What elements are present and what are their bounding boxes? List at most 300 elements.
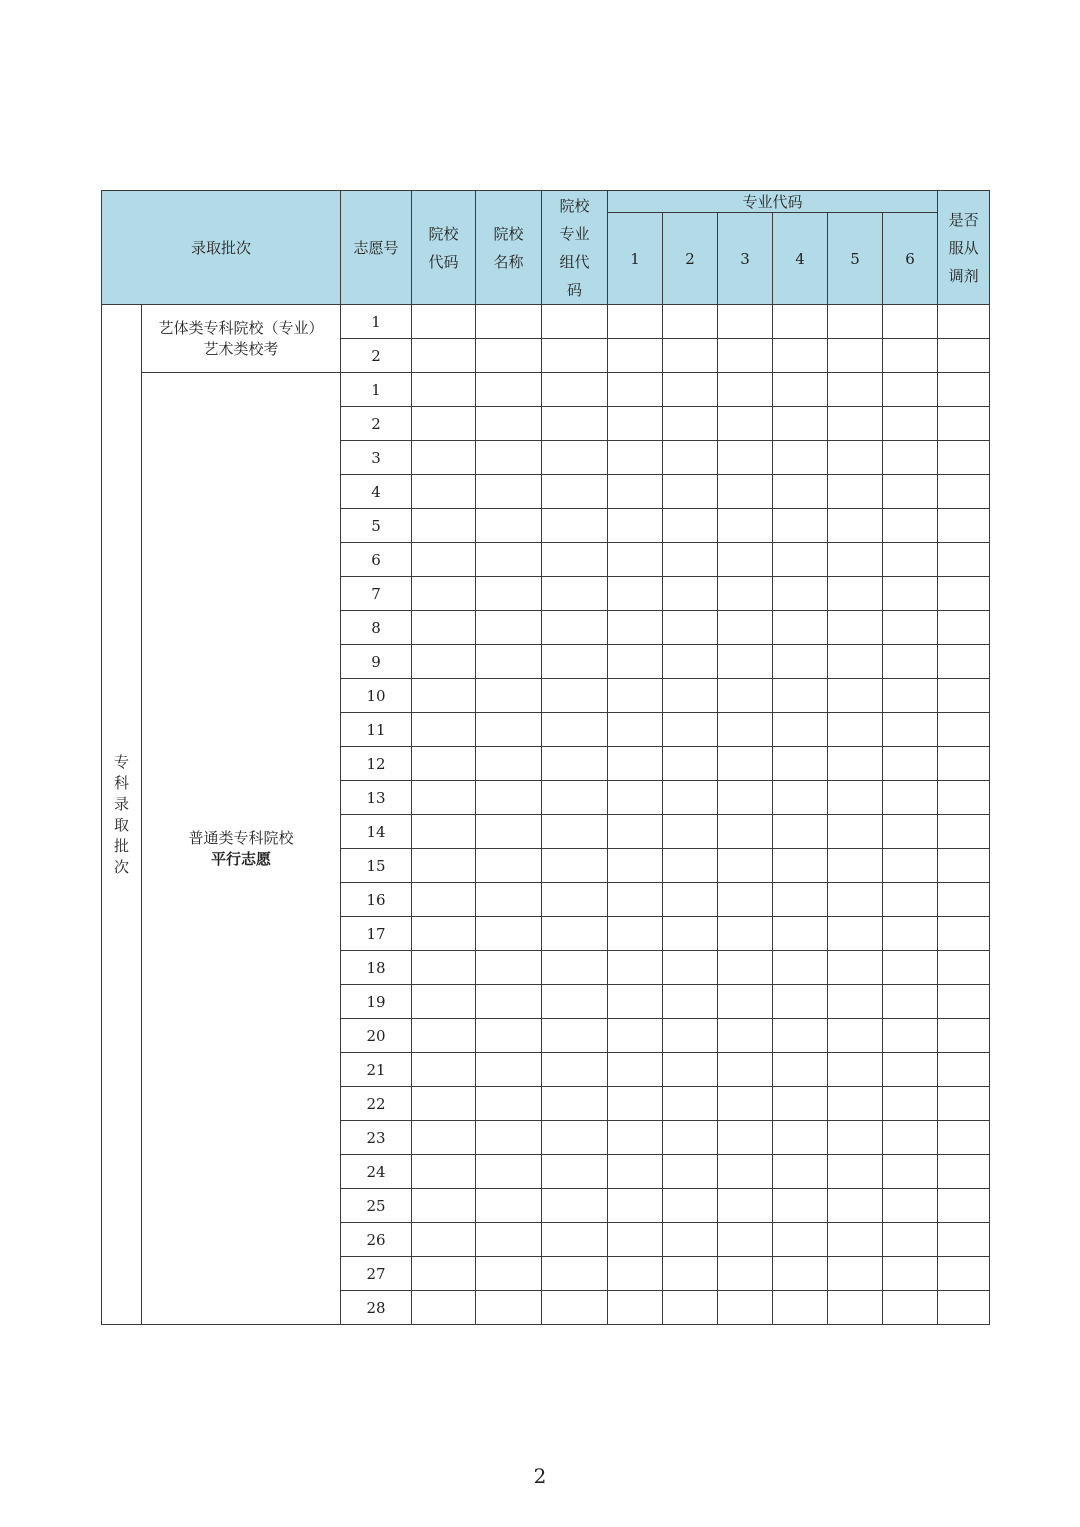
entry-cell[interactable]	[608, 679, 663, 713]
entry-cell[interactable]	[412, 407, 476, 441]
entry-cell[interactable]	[476, 1155, 542, 1189]
entry-cell[interactable]	[938, 441, 990, 475]
entry-cell[interactable]	[542, 475, 608, 509]
entry-cell[interactable]	[883, 441, 938, 475]
entry-cell[interactable]	[412, 985, 476, 1019]
entry-cell[interactable]	[542, 747, 608, 781]
entry-cell[interactable]	[412, 883, 476, 917]
entry-cell[interactable]	[412, 543, 476, 577]
entry-cell[interactable]	[663, 1053, 718, 1087]
entry-cell[interactable]	[883, 1087, 938, 1121]
entry-cell[interactable]	[773, 1053, 828, 1087]
entry-cell[interactable]	[542, 543, 608, 577]
entry-cell[interactable]	[938, 815, 990, 849]
entry-cell[interactable]	[773, 815, 828, 849]
entry-cell[interactable]	[542, 917, 608, 951]
entry-cell[interactable]	[883, 985, 938, 1019]
entry-cell[interactable]	[412, 951, 476, 985]
entry-cell[interactable]	[883, 713, 938, 747]
entry-cell[interactable]	[412, 1257, 476, 1291]
entry-cell[interactable]	[663, 1121, 718, 1155]
entry-cell[interactable]	[828, 1019, 883, 1053]
entry-cell[interactable]	[542, 679, 608, 713]
entry-cell[interactable]	[718, 815, 773, 849]
entry-cell[interactable]	[608, 1019, 663, 1053]
entry-cell[interactable]	[608, 1189, 663, 1223]
entry-cell[interactable]	[476, 713, 542, 747]
entry-cell[interactable]	[476, 917, 542, 951]
entry-cell[interactable]	[542, 1053, 608, 1087]
entry-cell[interactable]	[663, 645, 718, 679]
entry-cell[interactable]	[938, 1257, 990, 1291]
entry-cell[interactable]	[883, 611, 938, 645]
entry-cell[interactable]	[608, 747, 663, 781]
entry-cell[interactable]	[412, 1155, 476, 1189]
entry-cell[interactable]	[663, 679, 718, 713]
entry-cell[interactable]	[938, 917, 990, 951]
entry-cell[interactable]	[938, 1155, 990, 1189]
entry-cell[interactable]	[412, 1189, 476, 1223]
entry-cell[interactable]	[663, 815, 718, 849]
entry-cell[interactable]	[828, 475, 883, 509]
entry-cell[interactable]	[542, 577, 608, 611]
entry-cell[interactable]	[773, 713, 828, 747]
entry-cell[interactable]	[773, 305, 828, 339]
entry-cell[interactable]	[608, 1223, 663, 1257]
entry-cell[interactable]	[883, 339, 938, 373]
entry-cell[interactable]	[773, 1291, 828, 1325]
entry-cell[interactable]	[608, 1053, 663, 1087]
entry-cell[interactable]	[828, 1291, 883, 1325]
entry-cell[interactable]	[608, 1291, 663, 1325]
entry-cell[interactable]	[663, 1291, 718, 1325]
entry-cell[interactable]	[542, 441, 608, 475]
entry-cell[interactable]	[542, 1087, 608, 1121]
entry-cell[interactable]	[828, 849, 883, 883]
entry-cell[interactable]	[828, 577, 883, 611]
entry-cell[interactable]	[663, 475, 718, 509]
entry-cell[interactable]	[938, 951, 990, 985]
entry-cell[interactable]	[718, 985, 773, 1019]
entry-cell[interactable]	[828, 645, 883, 679]
entry-cell[interactable]	[476, 1019, 542, 1053]
entry-cell[interactable]	[938, 1291, 990, 1325]
entry-cell[interactable]	[663, 883, 718, 917]
entry-cell[interactable]	[773, 1019, 828, 1053]
entry-cell[interactable]	[542, 1291, 608, 1325]
entry-cell[interactable]	[938, 1121, 990, 1155]
entry-cell[interactable]	[476, 951, 542, 985]
entry-cell[interactable]	[773, 951, 828, 985]
entry-cell[interactable]	[938, 1223, 990, 1257]
entry-cell[interactable]	[938, 883, 990, 917]
entry-cell[interactable]	[542, 713, 608, 747]
entry-cell[interactable]	[773, 339, 828, 373]
entry-cell[interactable]	[476, 305, 542, 339]
entry-cell[interactable]	[542, 407, 608, 441]
entry-cell[interactable]	[883, 305, 938, 339]
entry-cell[interactable]	[828, 1121, 883, 1155]
entry-cell[interactable]	[663, 1257, 718, 1291]
entry-cell[interactable]	[663, 373, 718, 407]
entry-cell[interactable]	[608, 1121, 663, 1155]
entry-cell[interactable]	[718, 1019, 773, 1053]
entry-cell[interactable]	[828, 1087, 883, 1121]
entry-cell[interactable]	[663, 577, 718, 611]
entry-cell[interactable]	[663, 1155, 718, 1189]
entry-cell[interactable]	[718, 781, 773, 815]
entry-cell[interactable]	[828, 815, 883, 849]
entry-cell[interactable]	[718, 1223, 773, 1257]
entry-cell[interactable]	[608, 713, 663, 747]
entry-cell[interactable]	[412, 1019, 476, 1053]
entry-cell[interactable]	[773, 543, 828, 577]
entry-cell[interactable]	[412, 713, 476, 747]
entry-cell[interactable]	[718, 1291, 773, 1325]
entry-cell[interactable]	[718, 951, 773, 985]
entry-cell[interactable]	[608, 917, 663, 951]
entry-cell[interactable]	[883, 645, 938, 679]
entry-cell[interactable]	[828, 1155, 883, 1189]
entry-cell[interactable]	[542, 645, 608, 679]
entry-cell[interactable]	[938, 781, 990, 815]
entry-cell[interactable]	[828, 747, 883, 781]
entry-cell[interactable]	[412, 373, 476, 407]
entry-cell[interactable]	[412, 475, 476, 509]
entry-cell[interactable]	[773, 1223, 828, 1257]
entry-cell[interactable]	[938, 747, 990, 781]
entry-cell[interactable]	[412, 509, 476, 543]
entry-cell[interactable]	[542, 373, 608, 407]
entry-cell[interactable]	[828, 441, 883, 475]
entry-cell[interactable]	[883, 1121, 938, 1155]
entry-cell[interactable]	[663, 951, 718, 985]
entry-cell[interactable]	[773, 611, 828, 645]
entry-cell[interactable]	[476, 407, 542, 441]
entry-cell[interactable]	[883, 849, 938, 883]
entry-cell[interactable]	[663, 407, 718, 441]
entry-cell[interactable]	[476, 679, 542, 713]
entry-cell[interactable]	[773, 441, 828, 475]
entry-cell[interactable]	[828, 339, 883, 373]
entry-cell[interactable]	[542, 1155, 608, 1189]
entry-cell[interactable]	[663, 305, 718, 339]
entry-cell[interactable]	[608, 645, 663, 679]
entry-cell[interactable]	[412, 645, 476, 679]
entry-cell[interactable]	[663, 339, 718, 373]
entry-cell[interactable]	[542, 1257, 608, 1291]
entry-cell[interactable]	[828, 373, 883, 407]
entry-cell[interactable]	[938, 1053, 990, 1087]
entry-cell[interactable]	[608, 509, 663, 543]
entry-cell[interactable]	[663, 713, 718, 747]
entry-cell[interactable]	[718, 407, 773, 441]
entry-cell[interactable]	[718, 339, 773, 373]
entry-cell[interactable]	[828, 985, 883, 1019]
entry-cell[interactable]	[938, 679, 990, 713]
entry-cell[interactable]	[412, 1053, 476, 1087]
entry-cell[interactable]	[542, 815, 608, 849]
entry-cell[interactable]	[476, 1053, 542, 1087]
entry-cell[interactable]	[718, 1121, 773, 1155]
entry-cell[interactable]	[412, 781, 476, 815]
entry-cell[interactable]	[883, 917, 938, 951]
entry-cell[interactable]	[542, 781, 608, 815]
entry-cell[interactable]	[883, 815, 938, 849]
entry-cell[interactable]	[608, 373, 663, 407]
entry-cell[interactable]	[412, 339, 476, 373]
entry-cell[interactable]	[718, 611, 773, 645]
entry-cell[interactable]	[883, 951, 938, 985]
entry-cell[interactable]	[608, 849, 663, 883]
entry-cell[interactable]	[542, 1223, 608, 1257]
entry-cell[interactable]	[663, 1223, 718, 1257]
entry-cell[interactable]	[476, 543, 542, 577]
entry-cell[interactable]	[412, 611, 476, 645]
entry-cell[interactable]	[412, 441, 476, 475]
entry-cell[interactable]	[718, 441, 773, 475]
entry-cell[interactable]	[663, 1019, 718, 1053]
entry-cell[interactable]	[476, 781, 542, 815]
entry-cell[interactable]	[542, 883, 608, 917]
entry-cell[interactable]	[663, 543, 718, 577]
entry-cell[interactable]	[938, 407, 990, 441]
entry-cell[interactable]	[718, 645, 773, 679]
entry-cell[interactable]	[718, 373, 773, 407]
entry-cell[interactable]	[476, 747, 542, 781]
entry-cell[interactable]	[608, 781, 663, 815]
entry-cell[interactable]	[938, 1189, 990, 1223]
entry-cell[interactable]	[718, 1053, 773, 1087]
entry-cell[interactable]	[773, 1155, 828, 1189]
entry-cell[interactable]	[663, 1189, 718, 1223]
entry-cell[interactable]	[773, 917, 828, 951]
entry-cell[interactable]	[938, 577, 990, 611]
entry-cell[interactable]	[773, 407, 828, 441]
entry-cell[interactable]	[773, 577, 828, 611]
entry-cell[interactable]	[476, 611, 542, 645]
entry-cell[interactable]	[412, 1223, 476, 1257]
entry-cell[interactable]	[883, 1053, 938, 1087]
entry-cell[interactable]	[883, 475, 938, 509]
entry-cell[interactable]	[938, 305, 990, 339]
entry-cell[interactable]	[542, 611, 608, 645]
entry-cell[interactable]	[476, 1291, 542, 1325]
entry-cell[interactable]	[412, 577, 476, 611]
entry-cell[interactable]	[883, 781, 938, 815]
entry-cell[interactable]	[542, 849, 608, 883]
entry-cell[interactable]	[476, 475, 542, 509]
entry-cell[interactable]	[938, 611, 990, 645]
entry-cell[interactable]	[718, 475, 773, 509]
entry-cell[interactable]	[412, 1121, 476, 1155]
entry-cell[interactable]	[608, 1257, 663, 1291]
entry-cell[interactable]	[938, 373, 990, 407]
entry-cell[interactable]	[476, 441, 542, 475]
entry-cell[interactable]	[828, 781, 883, 815]
entry-cell[interactable]	[476, 1189, 542, 1223]
entry-cell[interactable]	[542, 305, 608, 339]
entry-cell[interactable]	[476, 815, 542, 849]
entry-cell[interactable]	[542, 509, 608, 543]
entry-cell[interactable]	[938, 543, 990, 577]
entry-cell[interactable]	[476, 985, 542, 1019]
entry-cell[interactable]	[476, 1257, 542, 1291]
entry-cell[interactable]	[608, 305, 663, 339]
entry-cell[interactable]	[828, 1189, 883, 1223]
entry-cell[interactable]	[828, 1053, 883, 1087]
entry-cell[interactable]	[476, 883, 542, 917]
entry-cell[interactable]	[883, 1155, 938, 1189]
entry-cell[interactable]	[412, 1087, 476, 1121]
entry-cell[interactable]	[773, 509, 828, 543]
entry-cell[interactable]	[608, 577, 663, 611]
entry-cell[interactable]	[608, 475, 663, 509]
entry-cell[interactable]	[883, 1223, 938, 1257]
entry-cell[interactable]	[938, 645, 990, 679]
entry-cell[interactable]	[608, 883, 663, 917]
entry-cell[interactable]	[718, 509, 773, 543]
entry-cell[interactable]	[542, 985, 608, 1019]
entry-cell[interactable]	[773, 679, 828, 713]
entry-cell[interactable]	[663, 917, 718, 951]
entry-cell[interactable]	[883, 407, 938, 441]
entry-cell[interactable]	[542, 339, 608, 373]
entry-cell[interactable]	[608, 1087, 663, 1121]
entry-cell[interactable]	[938, 339, 990, 373]
entry-cell[interactable]	[883, 747, 938, 781]
entry-cell[interactable]	[608, 815, 663, 849]
entry-cell[interactable]	[938, 849, 990, 883]
entry-cell[interactable]	[883, 543, 938, 577]
entry-cell[interactable]	[663, 1087, 718, 1121]
entry-cell[interactable]	[828, 509, 883, 543]
entry-cell[interactable]	[718, 679, 773, 713]
entry-cell[interactable]	[718, 1155, 773, 1189]
entry-cell[interactable]	[883, 883, 938, 917]
entry-cell[interactable]	[663, 441, 718, 475]
entry-cell[interactable]	[608, 951, 663, 985]
entry-cell[interactable]	[938, 475, 990, 509]
entry-cell[interactable]	[412, 679, 476, 713]
entry-cell[interactable]	[542, 1121, 608, 1155]
entry-cell[interactable]	[938, 985, 990, 1019]
entry-cell[interactable]	[773, 475, 828, 509]
entry-cell[interactable]	[412, 1291, 476, 1325]
entry-cell[interactable]	[718, 849, 773, 883]
entry-cell[interactable]	[608, 985, 663, 1019]
entry-cell[interactable]	[773, 373, 828, 407]
entry-cell[interactable]	[542, 951, 608, 985]
entry-cell[interactable]	[663, 781, 718, 815]
entry-cell[interactable]	[828, 407, 883, 441]
entry-cell[interactable]	[542, 1189, 608, 1223]
entry-cell[interactable]	[663, 509, 718, 543]
entry-cell[interactable]	[828, 611, 883, 645]
entry-cell[interactable]	[773, 747, 828, 781]
entry-cell[interactable]	[718, 713, 773, 747]
entry-cell[interactable]	[663, 849, 718, 883]
entry-cell[interactable]	[476, 645, 542, 679]
entry-cell[interactable]	[718, 577, 773, 611]
entry-cell[interactable]	[476, 849, 542, 883]
entry-cell[interactable]	[828, 1257, 883, 1291]
entry-cell[interactable]	[718, 883, 773, 917]
entry-cell[interactable]	[718, 1189, 773, 1223]
entry-cell[interactable]	[938, 713, 990, 747]
entry-cell[interactable]	[828, 951, 883, 985]
entry-cell[interactable]	[773, 1121, 828, 1155]
entry-cell[interactable]	[412, 747, 476, 781]
entry-cell[interactable]	[828, 679, 883, 713]
entry-cell[interactable]	[608, 543, 663, 577]
entry-cell[interactable]	[718, 747, 773, 781]
entry-cell[interactable]	[773, 1189, 828, 1223]
entry-cell[interactable]	[883, 1257, 938, 1291]
entry-cell[interactable]	[828, 543, 883, 577]
entry-cell[interactable]	[718, 543, 773, 577]
entry-cell[interactable]	[883, 1019, 938, 1053]
entry-cell[interactable]	[828, 917, 883, 951]
entry-cell[interactable]	[476, 577, 542, 611]
entry-cell[interactable]	[938, 1019, 990, 1053]
entry-cell[interactable]	[663, 985, 718, 1019]
entry-cell[interactable]	[608, 407, 663, 441]
entry-cell[interactable]	[608, 339, 663, 373]
entry-cell[interactable]	[608, 441, 663, 475]
entry-cell[interactable]	[883, 373, 938, 407]
entry-cell[interactable]	[773, 849, 828, 883]
entry-cell[interactable]	[718, 1257, 773, 1291]
entry-cell[interactable]	[608, 611, 663, 645]
entry-cell[interactable]	[412, 917, 476, 951]
entry-cell[interactable]	[828, 713, 883, 747]
entry-cell[interactable]	[718, 305, 773, 339]
entry-cell[interactable]	[773, 985, 828, 1019]
entry-cell[interactable]	[663, 747, 718, 781]
entry-cell[interactable]	[773, 781, 828, 815]
entry-cell[interactable]	[773, 1087, 828, 1121]
entry-cell[interactable]	[938, 1087, 990, 1121]
entry-cell[interactable]	[883, 509, 938, 543]
entry-cell[interactable]	[773, 1257, 828, 1291]
entry-cell[interactable]	[828, 883, 883, 917]
entry-cell[interactable]	[476, 339, 542, 373]
entry-cell[interactable]	[412, 305, 476, 339]
entry-cell[interactable]	[663, 611, 718, 645]
entry-cell[interactable]	[412, 849, 476, 883]
entry-cell[interactable]	[476, 1121, 542, 1155]
entry-cell[interactable]	[718, 917, 773, 951]
entry-cell[interactable]	[883, 1291, 938, 1325]
entry-cell[interactable]	[608, 1155, 663, 1189]
entry-cell[interactable]	[476, 1223, 542, 1257]
entry-cell[interactable]	[883, 577, 938, 611]
entry-cell[interactable]	[718, 1087, 773, 1121]
entry-cell[interactable]	[476, 1087, 542, 1121]
entry-cell[interactable]	[476, 373, 542, 407]
entry-cell[interactable]	[828, 305, 883, 339]
entry-cell[interactable]	[938, 509, 990, 543]
entry-cell[interactable]	[773, 645, 828, 679]
entry-cell[interactable]	[476, 509, 542, 543]
entry-cell[interactable]	[542, 1019, 608, 1053]
entry-cell[interactable]	[883, 679, 938, 713]
entry-cell[interactable]	[773, 883, 828, 917]
entry-cell[interactable]	[828, 1223, 883, 1257]
entry-cell[interactable]	[412, 815, 476, 849]
entry-cell[interactable]	[883, 1189, 938, 1223]
